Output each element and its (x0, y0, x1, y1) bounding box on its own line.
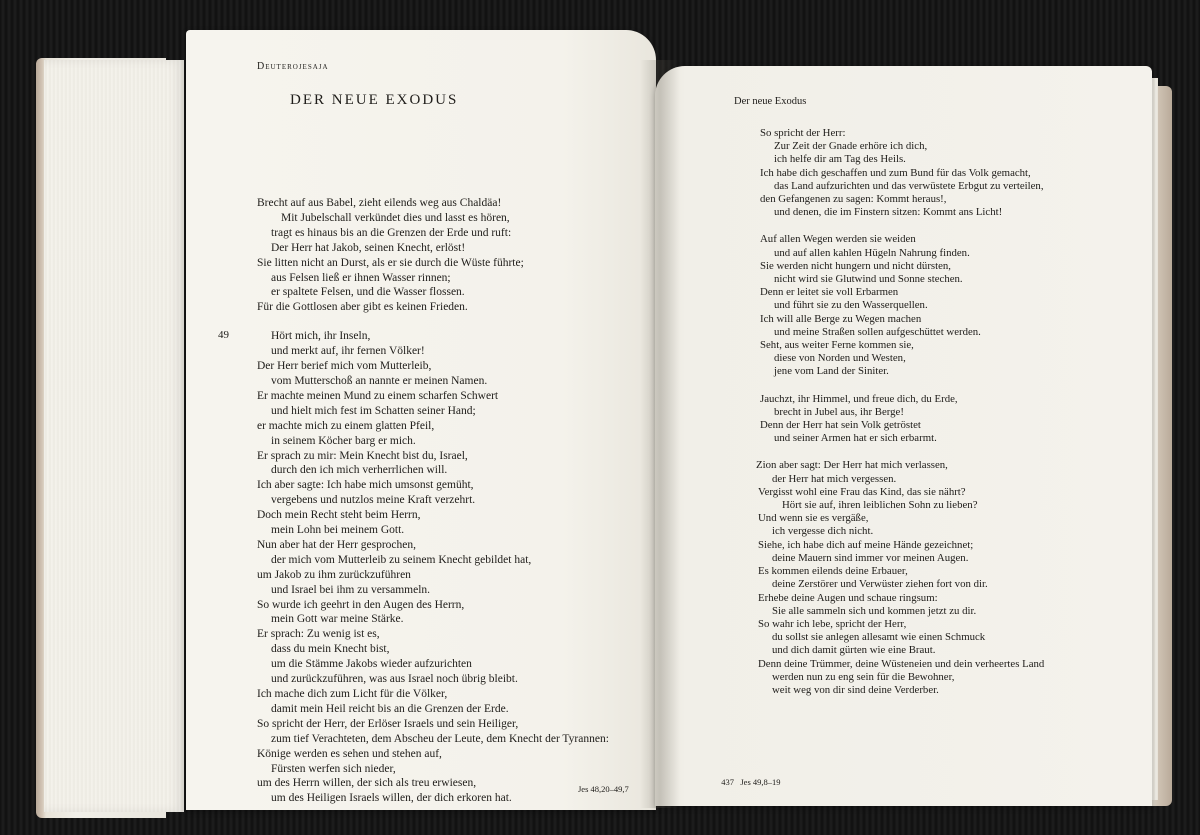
verse-line: deine Mauern sind immer vor meinen Augen. (772, 551, 969, 564)
verse-line: Zion aber sagt: Der Herr hat mich verlassen, (756, 459, 948, 472)
verse-line: brecht in Jubel aus, ihr Berge! (774, 405, 904, 418)
verse-line: und zurückzuführen, was aus Israel noch übrig bleibt. (271, 673, 518, 686)
verse-line: und führt sie zu den Wasserquellen. (774, 299, 928, 312)
page-stack-left (44, 60, 184, 812)
verse-line: mein Lohn bei meinem Gott. (271, 524, 405, 537)
book-gutter (640, 60, 680, 808)
verse-line: Denn der Herr hat sein Volk getröstet (760, 419, 921, 432)
verse-line: mein Gott war meine Stärke. (271, 613, 404, 626)
verse-line: Doch mein Recht steht beim Herrn, (257, 509, 421, 522)
verse-line: jene vom Land der Siniter. (774, 365, 889, 378)
verse-line: Denn er leitet sie voll Erbarmen (760, 286, 899, 299)
verse-line: Nun aber hat der Herr gesprochen, (257, 538, 417, 551)
verse-line: Der Herr berief mich vom Mutterleib, (257, 360, 432, 373)
stanza (257, 329, 609, 806)
verse-line: und auf allen kahlen Hügeln Nahrung finden. (774, 246, 970, 259)
verse-line: um Jakob zu ihm zurückzuführen (257, 568, 411, 581)
verse-line: weit weg von dir sind deine Verderber. (772, 683, 939, 696)
footer-right (717, 767, 781, 787)
verse-line: und dich damit gürten wie eine Braut. (772, 644, 936, 657)
verse-line: Hört mich, ihr Inseln, (271, 330, 371, 343)
verse-line: Könige werden es sehen und stehen auf, (257, 747, 442, 760)
verse-line: Es kommen eilends deine Erbauer, (758, 565, 908, 578)
verse-line: Ich will alle Berge zu Wegen machen (760, 312, 922, 325)
verse-line: Sie werden nicht hungern und nicht dürsten, (760, 259, 952, 272)
verse-line: tragt es hinaus bis an die Grenzen der Erde und ruft: (271, 226, 512, 239)
verse-line: Jauchzt, ihr Himmel, und freue dich, du Erde, (760, 392, 958, 405)
right-page-text (756, 127, 1045, 711)
verse-line: durch den ich mich verherrlichen will. (271, 464, 448, 477)
verse-line: Mit Jubelschall verkündet dies und lasst es hören, (281, 211, 510, 224)
verse-line: Er machte meinen Mund zu einem scharfen Schwert (257, 389, 499, 402)
verse-line: und hielt mich fest im Schatten seiner Hand; (271, 404, 476, 417)
verse-line: den Gefangenen zu sagen: Kommt heraus!, (760, 193, 947, 206)
verse-line: damit mein Heil reicht bis an die Grenzen der Erde. (271, 702, 509, 715)
verse-line: der Herr hat mich vergessen. (772, 472, 897, 485)
verse-line: ich helfe dir am Tag des Heils. (774, 153, 906, 166)
verse-line: um die Stämme Jakobs wieder aufzurichten (271, 658, 472, 671)
verse-line: Und wenn sie es vergäße, (758, 512, 869, 525)
verse-line: Der Herr hat Jakob, seinen Knecht, erlöst! (271, 241, 466, 254)
verse-line: Hört sie auf, ihren leiblichen Sohn zu lieben? (782, 499, 978, 512)
verse-line: aus Felsen ließ er ihnen Wasser rinnen; (271, 271, 451, 284)
verse-line: um des Heiligen Israels willen, der dich erkoren hat. (271, 792, 512, 805)
verse-line: in seinem Köcher barg er mich. (271, 434, 416, 447)
stanza (760, 127, 1044, 219)
verse-line: werden nun zu eng sein für die Bewohner, (772, 670, 955, 683)
verse-line: du sollst sie anlegen allesamt wie einen Schmuck (772, 631, 986, 644)
verse-line: Zur Zeit der Gnade erhöre ich dich, (774, 140, 928, 153)
stanza (758, 459, 1044, 697)
verse-line: Er sprach zu mir: Mein Knecht bist du, Israel, (257, 449, 468, 462)
verse-line: diese von Norden und Westen, (774, 352, 906, 365)
verse-line: vergebens und nutzlos meine Kraft verzehrt. (271, 494, 476, 507)
section-title: DER NEUE EXODUS (290, 92, 459, 108)
verse-line: So spricht der Herr, der Erlöser Israels und sein Heiliger, (257, 717, 519, 730)
footer-reference: Jes 49,8–19 (740, 777, 781, 787)
verse-line: und meine Straßen sollen aufgeschüttet werden. (774, 325, 981, 338)
verse-line: Ich habe dich geschaffen und zum Bund für das Volk gemacht, (760, 166, 1031, 179)
verse-line: und denen, die im Finstern sitzen: Kommt ans Licht! (774, 206, 1003, 219)
verse-line: zum tief Verachteten, dem Abscheu der Leute, dem Knecht der Tyrannen: (271, 732, 609, 745)
verse-line: und seiner Armen hat er sich erbarmt. (774, 432, 937, 445)
verse-line: vom Mutterschoß an nannte er meinen Namen. (271, 374, 488, 387)
left-page-text (257, 196, 609, 820)
verse-line: Brecht auf aus Babel, zieht eilends weg aus Chaldäa! (257, 197, 502, 209)
verse-line: und Israel bei ihm zu versammeln. (271, 583, 431, 596)
chapter-number: 49 (218, 329, 229, 341)
verse-line: deine Zerstörer und Verwüster ziehen fort von dir. (772, 578, 988, 591)
verse-line: Ich mache dich zum Licht für die Völker, (257, 688, 448, 700)
verse-line: Für die Gottlosen aber gibt es keinen Frieden. (257, 301, 468, 314)
verse-line: dass du mein Knecht bist, (271, 643, 390, 656)
stanza (257, 196, 609, 315)
verse-line: Er sprach: Zu wenig ist es, (257, 628, 380, 641)
verse-line: Denn deine Trümmer, deine Wüsteneien und dein verheertes Land (758, 657, 1045, 670)
stanza (760, 393, 1044, 446)
verse-line: Erhebe deine Augen und schaue ringsum: (758, 591, 938, 604)
page-number: 437 (721, 777, 734, 787)
verse-line: der mich vom Mutterleib zu seinem Knecht gebildet hat, (271, 553, 532, 566)
verse-line: Sie litten nicht an Durst, als er sie durch die Wüste führte; (257, 256, 524, 269)
verse-line: nicht wird sie Glutwind und Sonne stechen. (774, 273, 963, 286)
verse-line: Seht, aus weiter Ferne kommen sie, (760, 339, 914, 352)
verse-line: er machte mich zu einem glatten Pfeil, (257, 419, 435, 432)
footer-left: Jes 48,20–49,7 (578, 784, 629, 794)
verse-line: So wahr ich lebe, spricht der Herr, (758, 617, 907, 630)
verse-line: ich vergesse dich nicht. (772, 525, 874, 538)
verse-line: Fürsten werfen sich nieder, (271, 762, 396, 775)
verse-line: das Land aufzurichten und das verwüstete Erbgut zu verteilen, (774, 179, 1044, 192)
verse-line: So spricht der Herr: (760, 127, 846, 139)
verse-line: Auf allen Wegen werden sie weiden (760, 233, 916, 246)
running-head-left: Deuterojesaja (257, 61, 329, 72)
stanza (760, 233, 1044, 378)
verse-line: Ich aber sagte: Ich habe mich umsonst gemüht, (257, 479, 474, 492)
verse-line: So wurde ich geehrt in den Augen des Herrn, (257, 598, 465, 611)
verse-line: Vergisst wohl eine Frau das Kind, das sie nährt? (758, 485, 966, 498)
verse-line: Siehe, ich habe dich auf meine Hände gezeichnet; (758, 538, 974, 551)
verse-line: er spaltete Felsen, und die Wasser flossen. (271, 286, 465, 299)
running-head-right: Der neue Exodus (734, 96, 807, 107)
verse-line: Sie alle sammeln sich und kommen jetzt zu dir. (772, 604, 977, 617)
verse-line: und merkt auf, ihr fernen Völker! (271, 345, 425, 358)
verse-line: um des Herrn willen, der sich als treu erwiesen, (257, 777, 477, 790)
